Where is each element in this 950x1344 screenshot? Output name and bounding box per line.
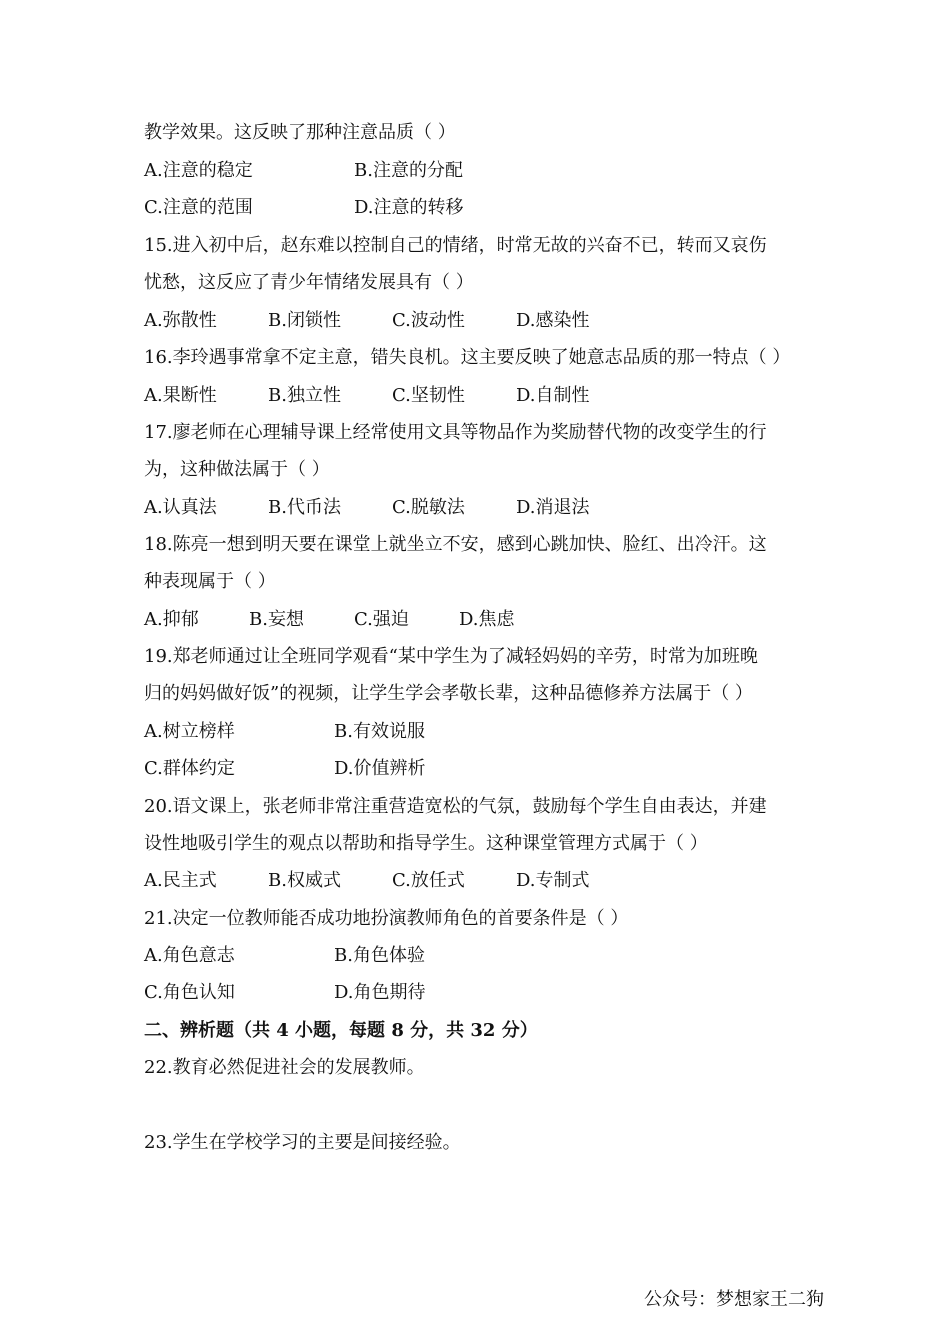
question-18-line-1: 18.陈亮一想到明天要在课堂上就坐立不安，感到心跳加快、脸红、出冷汗。这	[144, 534, 767, 555]
question-17-line-1: 17.廖老师在心理辅导课上经常使用文具等物品作为奖励替代物的改变学生的行	[144, 422, 767, 443]
question-18-line-2: 种表现属于（ ）	[144, 571, 276, 592]
question-19-line-2: 归的妈妈做好饭”的视频，让学生学会孝敬长辈，这种品德修养方法属于（ ）	[144, 683, 753, 704]
q21-option-b: B.角色体验	[334, 945, 425, 966]
q16-option-a: A.果断性	[144, 385, 217, 406]
question-20-line-1: 20.语文课上，张老师非常注重营造宽松的气氛，鼓励每个学生自由表达，并建	[144, 796, 767, 817]
q20-option-a: A.民主式	[144, 870, 217, 891]
q17-option-a: A.认真法	[144, 497, 217, 518]
question-19-line-1: 19.郑老师通过让全班同学观看“某中学生为了减轻妈妈的辛劳，时常为加班晚	[144, 646, 758, 667]
q16-option-d: D.自制性	[516, 385, 590, 406]
question-15-line-1: 15.进入初中后，赵东难以控制自己的情绪，时常无故的兴奋不已，转而又哀伤	[144, 235, 767, 256]
q19-option-a: A.树立榜样	[144, 721, 235, 742]
q18-option-b: B.妄想	[249, 609, 304, 630]
q15-option-a: A.弥散性	[144, 310, 217, 331]
q16-option-c: C.坚韧性	[392, 385, 465, 406]
q14-option-b: B.注意的分配	[354, 160, 463, 181]
footer-account-label: 公众号：梦想家王二狗	[644, 1289, 824, 1310]
q21-option-c: C.角色认知	[144, 982, 235, 1003]
q20-option-c: C.放任式	[392, 870, 465, 891]
q20-option-d: D.专制式	[516, 870, 590, 891]
q18-option-c: C.强迫	[354, 609, 409, 630]
q14-option-c: C.注意的范围	[144, 197, 253, 218]
q17-option-b: B.代币法	[268, 497, 341, 518]
q21-option-a: A.角色意志	[144, 945, 235, 966]
q15-option-b: B.闭锁性	[268, 310, 341, 331]
question-20-line-2: 设性地吸引学生的观点以帮助和指导学生。这种课堂管理方式属于（ ）	[144, 833, 708, 854]
q19-option-b: B.有效说服	[334, 721, 425, 742]
question-15-line-2: 忧愁，这反应了青少年情绪发展具有（ ）	[144, 272, 474, 293]
q19-option-d: D.价值辨析	[334, 758, 426, 779]
q14-option-d: D.注意的转移	[354, 197, 464, 218]
question-22: 22.教育必然促进社会的发展教师。	[144, 1057, 425, 1078]
q17-option-c: C.脱敏法	[392, 497, 465, 518]
q14-option-a: A.注意的稳定	[144, 160, 253, 181]
question-21-line-1: 21.决定一位教师能否成功地扮演教师角色的首要条件是（ ）	[144, 908, 629, 929]
question-16-line-1: 16.李玲遇事常拿不定主意，错失良机。这主要反映了她意志品质的那一特点（ ）	[144, 347, 791, 368]
q15-option-d: D.感染性	[516, 310, 590, 331]
q16-option-b: B.独立性	[268, 385, 341, 406]
q15-option-c: C.波动性	[392, 310, 465, 331]
q20-option-b: B.权威式	[268, 870, 341, 891]
q18-option-d: D.焦虑	[459, 609, 515, 630]
question-17-line-2: 为，这种做法属于（ ）	[144, 459, 330, 480]
section-2-heading: 二、辨析题（共 4 小题，每题 8 分，共 32 分）	[144, 1020, 538, 1041]
question-23: 23.学生在学校学习的主要是间接经验。	[144, 1132, 461, 1153]
question-14-tail: 教学效果。这反映了那种注意品质（ ）	[144, 122, 456, 143]
q17-option-d: D.消退法	[516, 497, 590, 518]
q21-option-d: D.角色期待	[334, 982, 426, 1003]
q18-option-a: A.抑郁	[144, 609, 199, 630]
q19-option-c: C.群体约定	[144, 758, 235, 779]
